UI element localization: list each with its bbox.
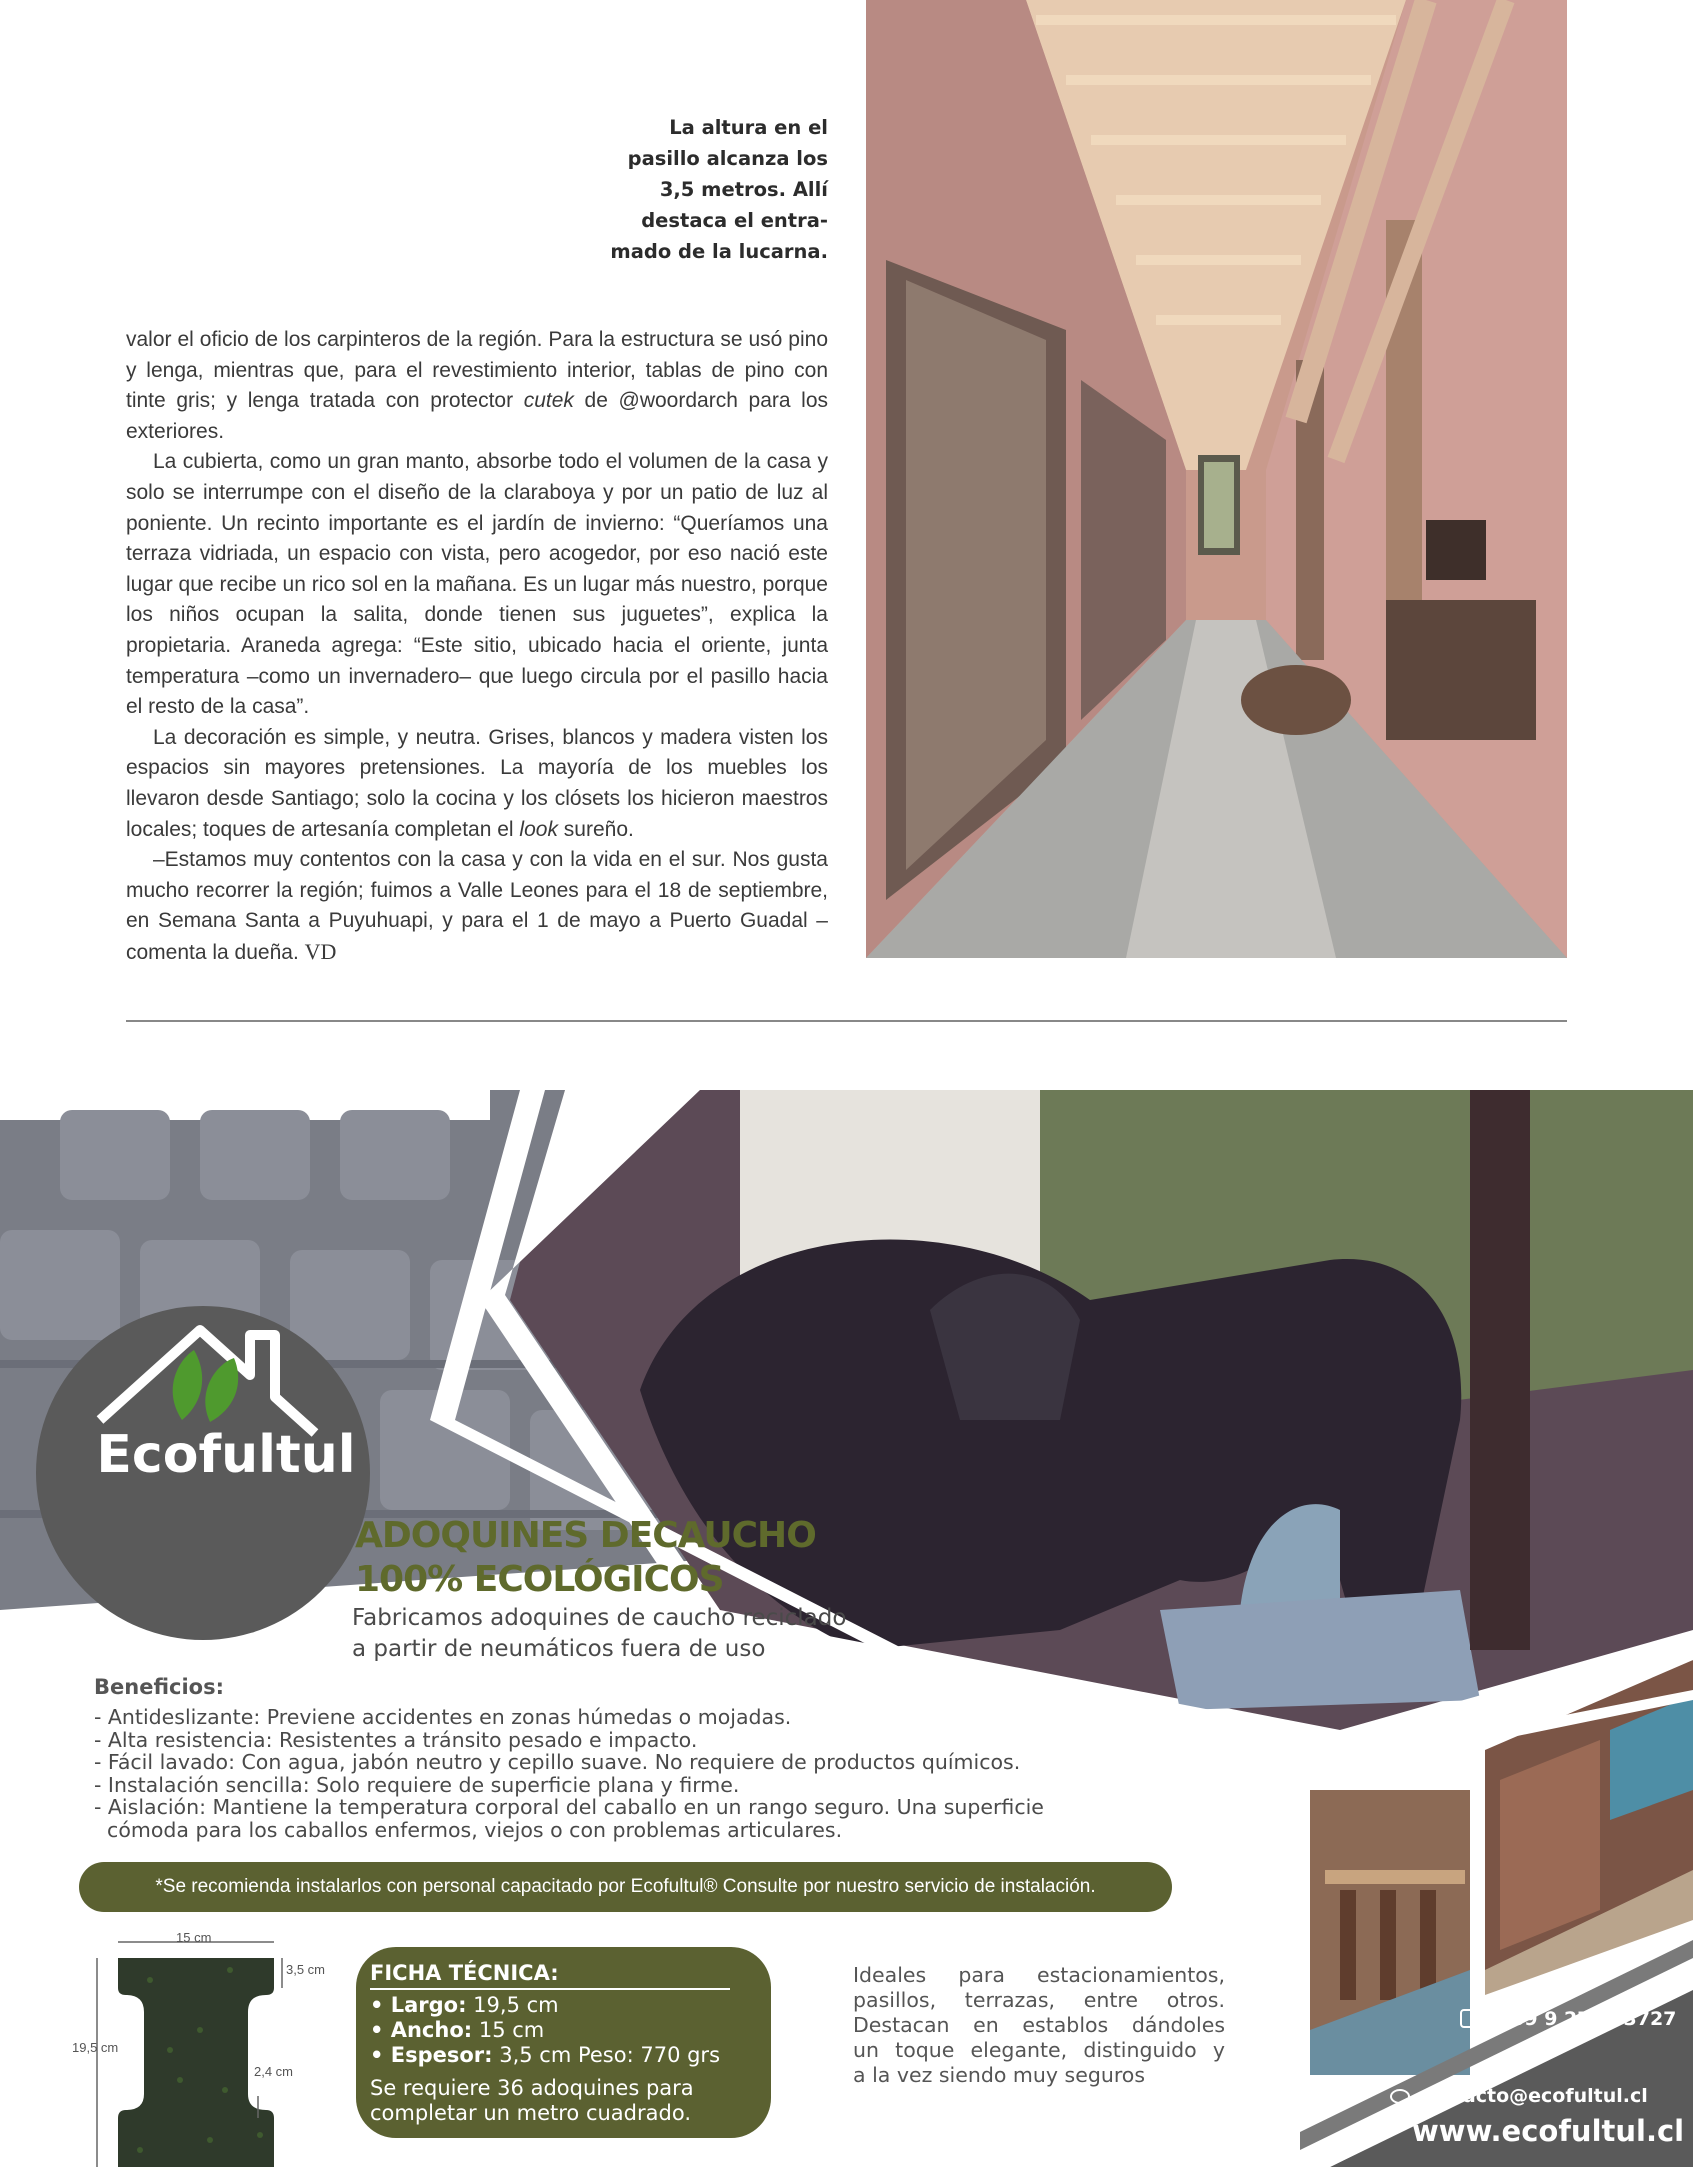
contact-email[interactable]: contacto@ecofultul.cl: [1390, 2085, 1648, 2107]
caption-line: La altura en el: [669, 116, 828, 139]
paragraph: –Estamos muy contentos con la casa y con la vida en el sur. Nos gusta mucho recorrer la región; fuimos a Valle Leones para el 18 de septiembre, en Semana Santa a Puyuhuapi, y para el 1 de mayo a Puerto Guadal –comenta la dueña. VD: [126, 848, 828, 964]
section-divider: [126, 1020, 1567, 1022]
technical-sheet-heading: FICHA TÉCNICA:: [370, 1961, 730, 1990]
dimension-top: 3,5 cm: [286, 1962, 326, 1977]
article-body: [126, 325, 828, 968]
author-signature: VD: [304, 938, 337, 964]
dimension-width: 15 cm: [176, 1930, 212, 1945]
email-icon: [1390, 2089, 1410, 2104]
contact-website[interactable]: www.ecofultul.cl: [1412, 2114, 1685, 2148]
list-item: - Antideslizante: Previene accidentes en zonas húmedas o mojadas.: [94, 1705, 792, 1729]
caption-line: pasillo alcanza los: [627, 147, 828, 170]
list-item: - Aislación: Mantiene la temperatura corporal del caballo en un rango seguro. Una superficie: [94, 1795, 1044, 1819]
stable-photo-left: [1310, 1790, 1470, 2075]
dimension-neck: 2,4 cm: [254, 2064, 294, 2079]
installation-note: *Se recomienda instalarlos con personal capacitado por Ecofultul® Consulte por nuestro servicio de instalación.: [79, 1862, 1172, 1912]
brand-name: Ecofultul: [96, 1425, 356, 1485]
paragraph: La decoración es simple, y neutra. Grises, blancos y madera visten los espacios sin mayores pretensiones. La mayoría de los muebles los llevaron desde Santiago; solo la cocina y los clósets los hicieron maestros locales; toques de artesanía completan el look sureño.: [126, 725, 828, 841]
ad-subtitle: Fabricamos adoquines de caucho reciclado a partir de neumáticos fuera de uso: [352, 1605, 847, 1662]
benefits-list: [94, 1706, 1174, 1841]
caption-line: 3,5 metros. Allí: [659, 178, 828, 201]
paver-diagram: [97, 1942, 282, 2167]
list-item: - Fácil lavado: Con agua, jabón neutro y cepillo suave. No requiere de productos químicos.: [94, 1750, 1021, 1774]
contact-phone[interactable]: +569 9 2737 3727: [1460, 2008, 1676, 2030]
paragraph: valor el oficio de los carpinteros de la región. Para la estructura se usó pino y lenga, mientras que, para el revestimiento interior, tablas de pino con tinte gris; y lenga tratada con protector cutek de @woordarch para los exteriores.: [126, 328, 829, 443]
photo-caption: [590, 112, 828, 267]
spec-length: • Largo: 19,5 cm: [370, 1993, 559, 2017]
caption-line: mado de la lucarna.: [610, 240, 828, 263]
caption-line: destaca el entra-: [641, 209, 828, 232]
corridor-photo: [866, 0, 1567, 958]
spec-width: • Ancho: 15 cm: [370, 2018, 545, 2042]
list-item: - Instalación sencilla: Solo requiere de superficie plana y firme.: [94, 1772, 740, 1797]
ad-artwork: [0, 1090, 1693, 2167]
ad-title: ADOQUINES DECAUCHO 100% ECOLÓGICOS: [355, 1515, 816, 1600]
spec-thickness: • Espesor: 3,5 cm Peso: 770 grs: [370, 2043, 721, 2067]
stable-photo-right: [1485, 1660, 1693, 1995]
uses-description: Ideales para estacionamientos, pasillos, terrazas, entre otros. Destacan en establos dándoles un toque elegante, distinguido y a la vez siendo muy seguros: [853, 1963, 1225, 2087]
paragraph: La cubierta, como un gran manto, absorbe todo el volumen de la casa y solo se interrumpe con el diseño de la claraboya y por un patio de luz al poniente. Un recinto importante es el jardín de invierno: “Queríamos una terraza vidriada, un espacio con vista, pero acogedor, por eso nació este lugar que recibe un rico sol en la mañana. Es un lugar más nuestro, porque los niños ocupan la salita, donde tienen sus juguetes”, explica la propietaria. Araneda agrega: “Este sitio, ubicado hacia el oriente, junta temperatura –como un invernadero– que luego circula por el pasillo hacia el resto de la casa”.: [126, 450, 828, 719]
benefits-heading: Beneficios:: [94, 1675, 224, 1699]
dimension-height: 19,5 cm: [72, 2040, 119, 2055]
phone-icon: [1460, 2009, 1474, 2028]
list-item: cómoda para los caballos enfermos, viejos o con problemas articulares.: [94, 1817, 843, 1842]
list-item: - Alta resistencia: Resistentes a tránsito pesado e impacto.: [94, 1727, 698, 1752]
spec-requirement: Se requiere 36 adoquines para completar un metro cuadrado.: [370, 2076, 694, 2125]
technical-sheet: [356, 1947, 771, 2138]
